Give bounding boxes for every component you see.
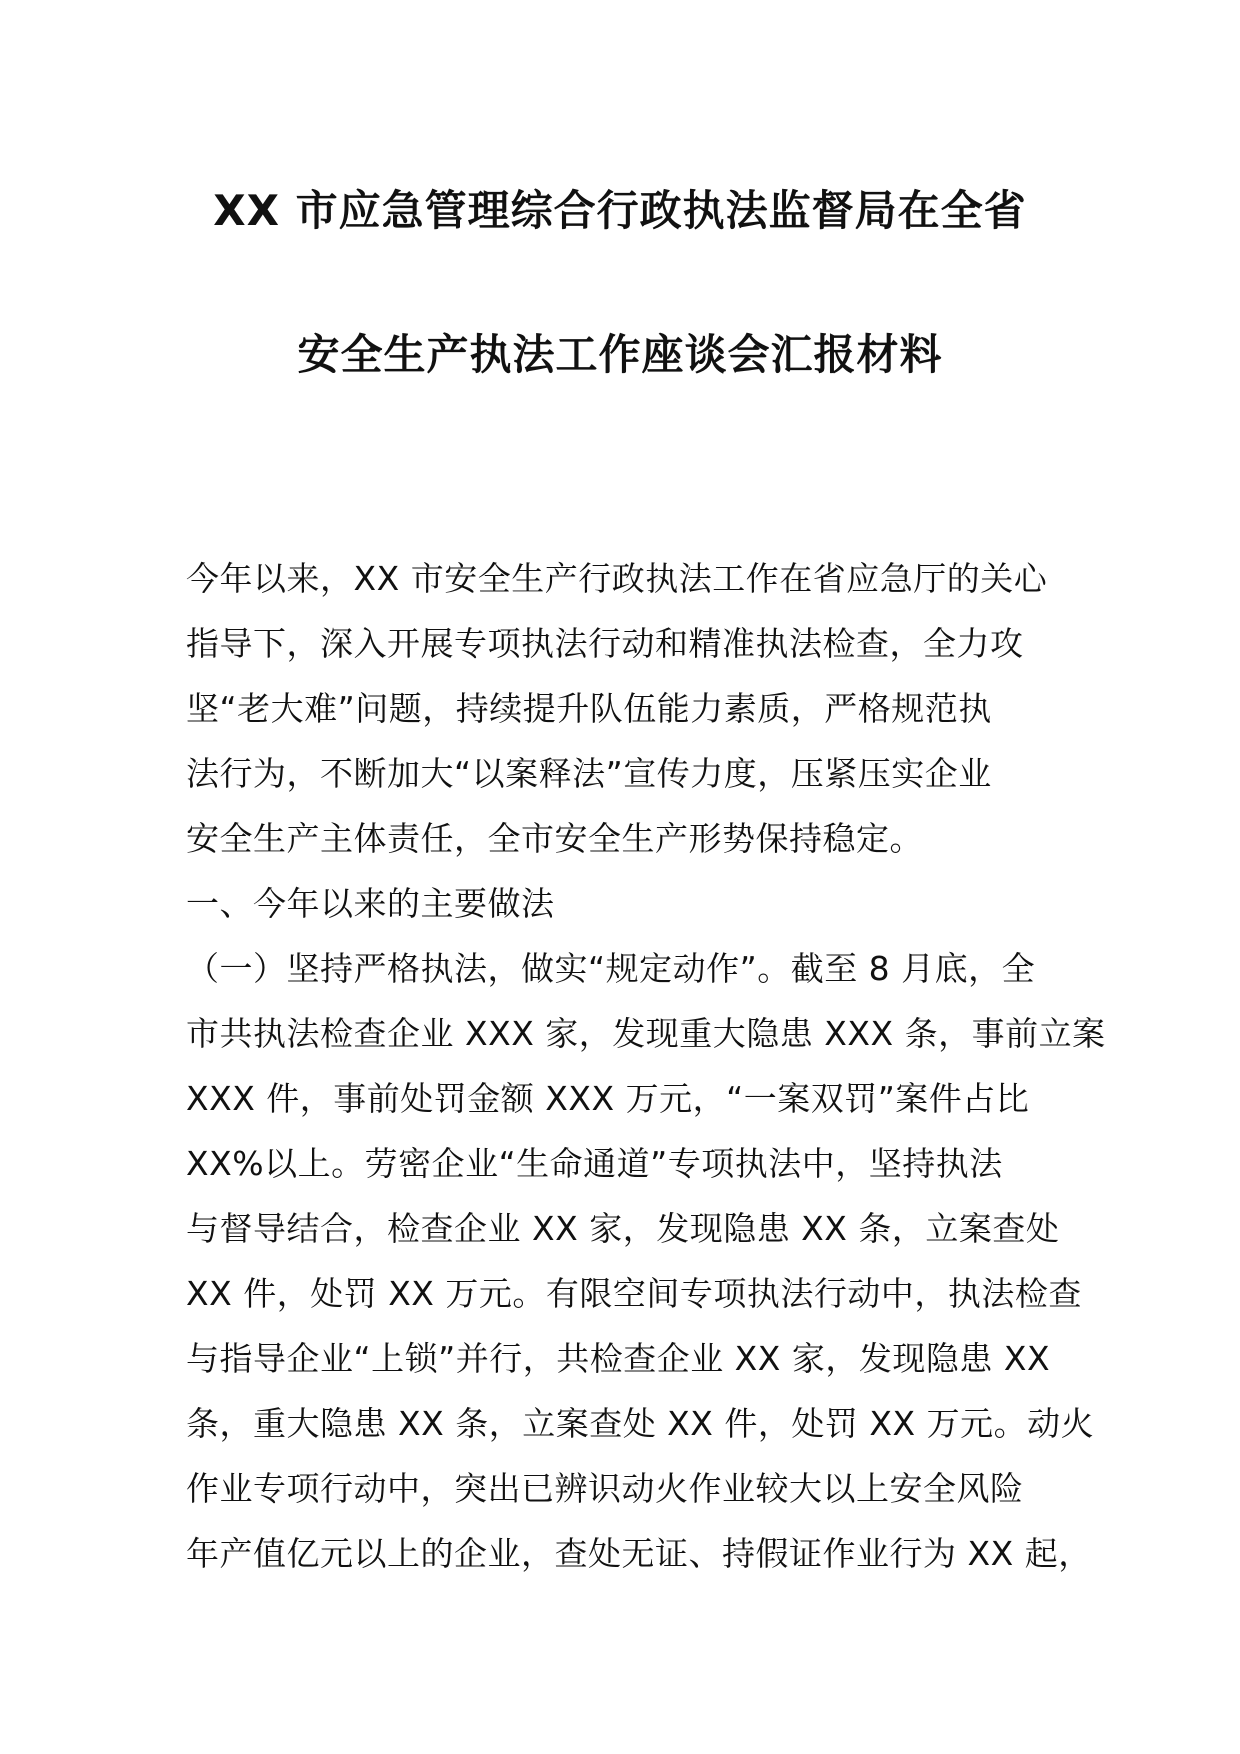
document-body	[186, 546, 1106, 1586]
title-line-1: XX 市应急管理综合行政执法监督局在全省	[213, 186, 1027, 235]
title-line-2: 安全生产执法工作座谈会汇报材料	[297, 330, 943, 379]
document-title	[150, 180, 1090, 386]
body-line: 市共执法检查企业 XXX 家，发现重大隐患 XXX 条，事前立案	[186, 1014, 1106, 1053]
body-line: 指导下，深入开展专项执法行动和精准执法检查，全力攻	[186, 624, 1024, 663]
body-line: XX%以上。劳密企业“生命通道”专项执法中，坚持执法	[186, 1144, 1003, 1183]
body-line: （一）坚持严格执法，做实“规定动作”。截至 8 月底，全	[186, 949, 1036, 988]
body-line: XX 件，处罚 XX 万元。有限空间专项执法行动中，执法检查	[186, 1274, 1082, 1313]
body-line: 条，重大隐患 XX 条，立案查处 XX 件，处罚 XX 万元。动火	[186, 1404, 1095, 1443]
body-line: 坚“老大难”问题，持续提升队伍能力素质，严格规范执	[186, 689, 992, 728]
body-line: 与督导结合，检查企业 XX 家，发现隐患 XX 条，立案查处	[186, 1209, 1060, 1248]
body-line: XXX 件，事前处罚金额 XXX 万元，“一案双罚”案件占比	[186, 1079, 1030, 1118]
body-line: 年产值亿元以上的企业，查处无证、持假证作业行为 XX 起，	[186, 1534, 1092, 1573]
body-line: 法行为，不断加大“以案释法”宣传力度，压紧压实企业	[186, 754, 992, 793]
section-heading: 一、今年以来的主要做法	[186, 884, 555, 923]
body-line: 与指导企业“上锁”并行，共检查企业 XX 家，发现隐患 XX	[186, 1339, 1051, 1378]
body-line: 作业专项行动中，突出已辨识动火作业较大以上安全风险	[186, 1469, 1024, 1508]
body-line: 今年以来，XX 市安全生产行政执法工作在省应急厅的关心	[186, 559, 1048, 598]
body-line: 安全生产主体责任，全市安全生产形势保持稳定。	[186, 819, 923, 858]
